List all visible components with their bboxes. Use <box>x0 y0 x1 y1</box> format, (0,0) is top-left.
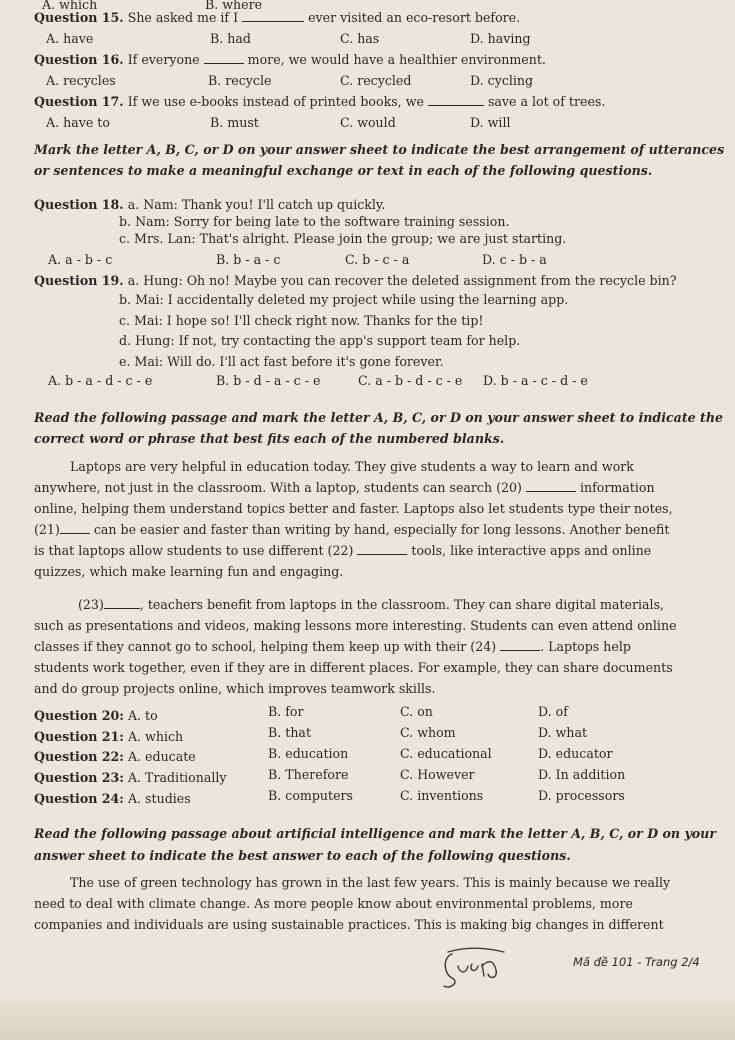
utterance-b: b. Mai: I accidentally deleted my project while using the learning app. <box>119 292 569 307</box>
passage-line: (23) , teachers benefit from laptops in the classroom. They can share digital materials, <box>78 597 665 612</box>
blank-24 <box>500 640 540 651</box>
question-label: Question 24: <box>34 791 124 806</box>
option-a: A. have <box>46 31 94 46</box>
passage-line: (21) can be easier and faster than writing by hand, especially for long lessons. Another benefit <box>34 522 670 537</box>
answer-blank <box>242 11 304 22</box>
blank-21 <box>60 523 90 534</box>
option-d: D. educator <box>538 746 613 761</box>
question-label: Question 22: <box>34 749 124 764</box>
top-option-b: B. where <box>205 0 263 12</box>
question-19: Question 19. a. Hung: Oh no! Maybe you can recover the deleted assignment from the recycle bin? <box>34 273 677 288</box>
passage-line: companies and individuals are using sustainable practices. This is making big changes in different <box>34 917 664 932</box>
utterance-b: b. Nam: Sorry for being late to the software training session. <box>119 214 510 229</box>
instruction-cloze-line1: Read the following passage and mark the letter A, B, C, or D on your answer sheet to indicate the <box>34 410 724 425</box>
blank-22 <box>357 544 407 555</box>
instruction-reading-line2: answer sheet to indicate the best answer to each of the following questions. <box>34 848 571 863</box>
option-c: C. recycled <box>340 73 412 88</box>
question-17: Question 17. If we use e-books instead of printed books, we save a lot of trees. <box>34 94 606 109</box>
question-22: Question 22: A. educate <box>34 749 196 764</box>
utterance-d: d. Hung: If not, try contacting the app's support team for help. <box>119 333 521 348</box>
option-a: A. b - a - d - c - e <box>48 373 153 388</box>
option-b: B. for <box>268 704 304 719</box>
instruction-reading-line1: Read the following passage about artificial intelligence and mark the letter A, B, C, or D on your <box>34 826 716 841</box>
utterance-e: e. Mai: Will do. I'll act fast before it's gone forever. <box>119 354 444 369</box>
question-label: Question 20: <box>34 708 124 723</box>
option-d: D. b - a - c - d - e <box>483 373 588 388</box>
passage-line: Laptops are very helpful in education today. They give students a way to learn and work <box>70 459 634 474</box>
passage-line: classes if they cannot go to school, helping them keep up with their (24) . Laptops help <box>34 639 631 654</box>
instruction-arrangement-line2: or sentences to make a meaningful exchange or text in each of the following questions. <box>34 163 653 178</box>
option-b: B. recycle <box>208 73 272 88</box>
option-b: B. must <box>210 115 259 130</box>
option-d: D. c - b - a <box>482 252 547 267</box>
option-a: A. a - b - c <box>48 252 113 267</box>
question-label: Question 18. <box>34 197 124 212</box>
option-d: D. what <box>538 725 588 740</box>
answer-blank <box>204 53 244 64</box>
instruction-arrangement-line1: Mark the letter A, B, C, or D on your answer sheet to indicate the best arrangement of utterances <box>34 142 725 157</box>
blank-23 <box>104 598 140 609</box>
option-d: D. processors <box>538 788 625 803</box>
option-b: B. b - a - c <box>216 252 281 267</box>
question-label: Question 19. <box>34 273 124 288</box>
question-23: Question 23: A. Traditionally <box>34 770 227 785</box>
option-b: B. computers <box>268 788 354 803</box>
option-a: A. recycles <box>46 73 116 88</box>
utterance-c: c. Mai: I hope so! I'll check right now. Thanks for the tip! <box>119 313 484 328</box>
option-b: B. Therefore <box>268 767 349 782</box>
question-label: Question 17. <box>34 94 124 109</box>
question-16: Question 16. If everyone more, we would have a healthier environment. <box>34 52 546 67</box>
option-d: D. of <box>538 704 568 719</box>
option-d: D. In addition <box>538 767 626 782</box>
bottom-shadow <box>0 1000 735 1040</box>
question-label: Question 23: <box>34 770 124 785</box>
passage-line: need to deal with climate change. As more people know about environmental problems, more <box>34 896 633 911</box>
question-20: Question 20: A. to <box>34 708 158 723</box>
question-24: Question 24: A. studies <box>34 791 191 806</box>
blank-20 <box>526 481 576 492</box>
option-a: A. have to <box>46 115 110 130</box>
instruction-cloze-line2: correct word or phrase that best fits each of the numbered blanks. <box>34 431 505 446</box>
option-c: C. has <box>340 31 380 46</box>
passage-line: quizzes, which make learning fun and engaging. <box>34 564 344 579</box>
option-c: C. educational <box>400 746 492 761</box>
passage-line: online, helping them understand topics better and faster. Laptops also let students type their notes, <box>34 501 673 516</box>
option-d: D. will <box>470 115 511 130</box>
option-b: B. b - d - a - c - e <box>216 373 321 388</box>
signature-image <box>438 940 518 996</box>
passage-line: is that laptops allow students to use different (22) tools, like interactive apps and online <box>34 543 652 558</box>
page-code: Mã đề 101 - Trang 2/4 <box>573 955 700 969</box>
passage-line: students work together, even if they are in different places. For example, they can share documents <box>34 660 673 675</box>
option-c: C. inventions <box>400 788 484 803</box>
question-15: Question 15. She asked me if I ever visited an eco-resort before. <box>34 10 521 25</box>
answer-blank <box>428 95 484 106</box>
option-d: D. having <box>470 31 531 46</box>
option-c: C. b - c - a <box>345 252 410 267</box>
question-21: Question 21: A. which <box>34 729 184 744</box>
option-c: C. a - b - d - c - e <box>358 373 463 388</box>
option-c: C. However <box>400 767 475 782</box>
utterance-c: c. Mrs. Lan: That's alright. Please join the group; we are just starting. <box>119 231 567 246</box>
option-d: D. cycling <box>470 73 534 88</box>
option-b: B. education <box>268 746 349 761</box>
passage-line: and do group projects online, which improves teamwork skills. <box>34 681 436 696</box>
option-b: B. that <box>268 725 312 740</box>
passage-line: The use of green technology has grown in the last few years. This is mainly because we really <box>70 875 671 890</box>
top-option-a: A. which <box>42 0 98 12</box>
passage-line: anywhere, not just in the classroom. With a laptop, students can search (20) information <box>34 480 655 495</box>
question-label: Question 21: <box>34 729 124 744</box>
question-label: Question 15. <box>34 10 124 25</box>
question-18: Question 18. a. Nam: Thank you! I'll catch up quickly. <box>34 197 386 212</box>
option-c: C. would <box>340 115 396 130</box>
question-label: Question 16. <box>34 52 124 67</box>
option-b: B. had <box>210 31 251 46</box>
option-c: C. on <box>400 704 433 719</box>
passage-line: such as presentations and videos, making lessons more interesting. Students can even attend online <box>34 618 677 633</box>
option-c: C. whom <box>400 725 456 740</box>
